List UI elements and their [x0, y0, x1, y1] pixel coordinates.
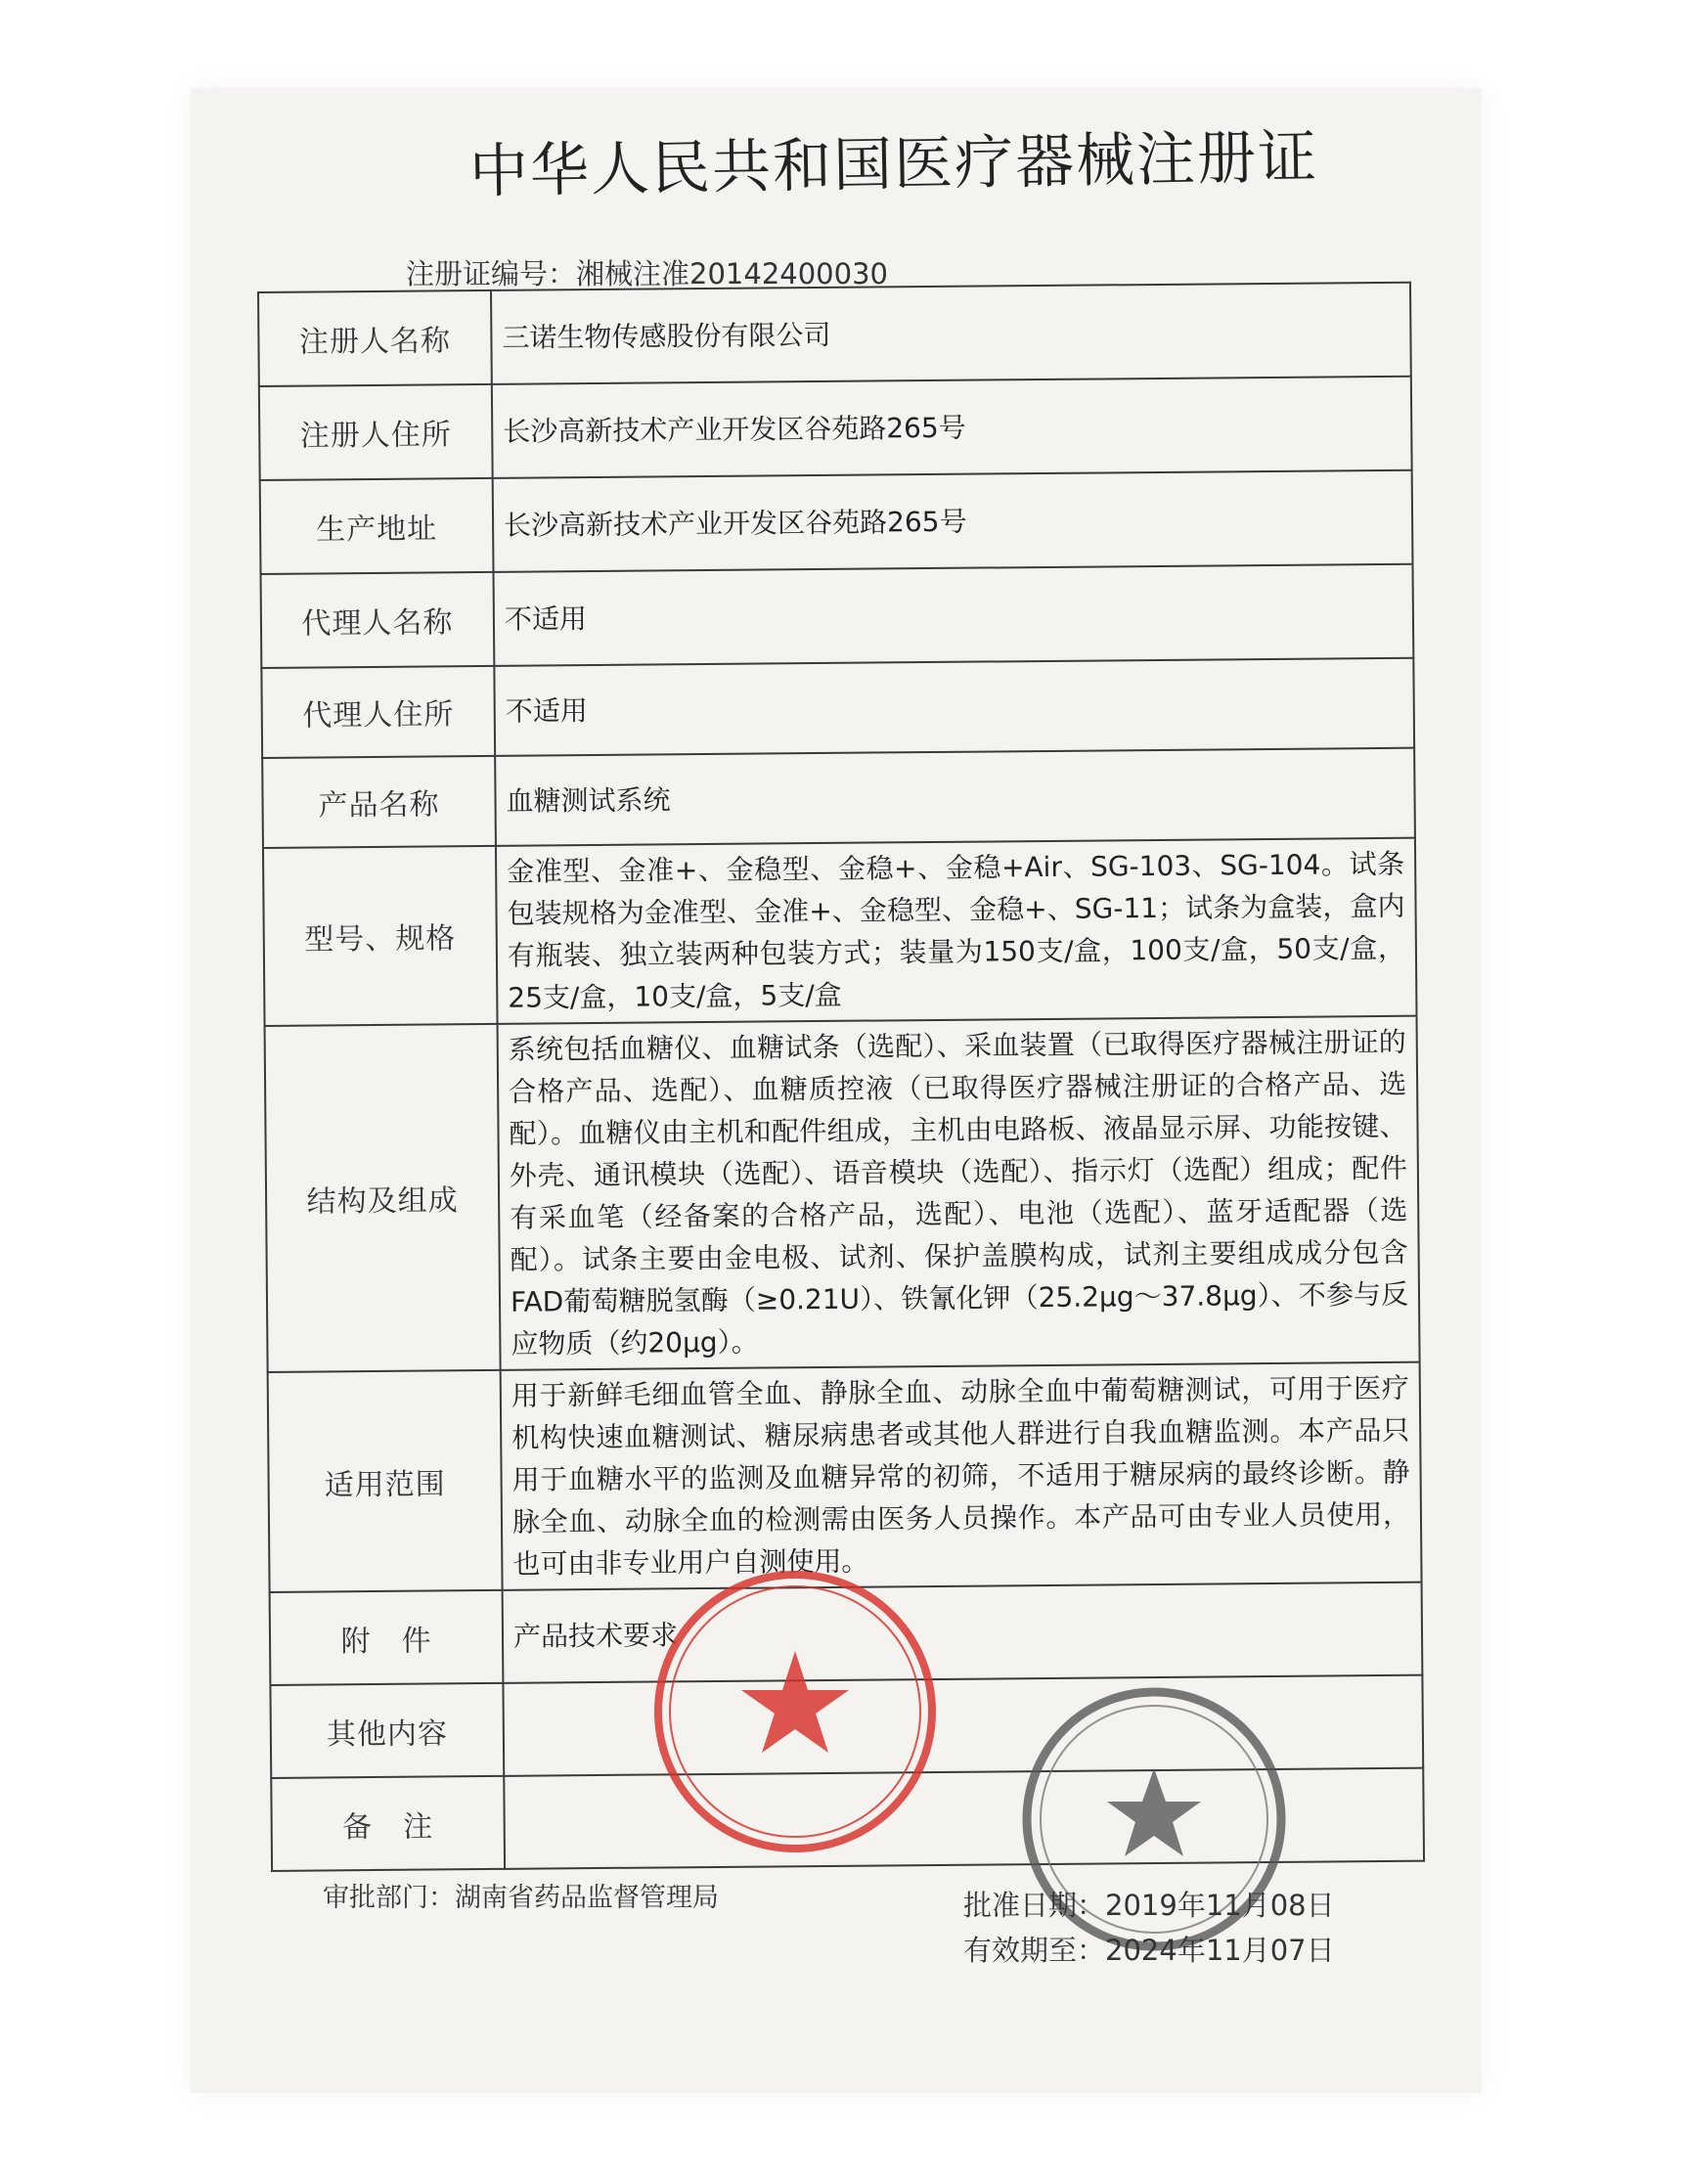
row-value: 长沙高新技术产业开发区谷苑路265号	[493, 470, 1413, 572]
table-row	[260, 470, 1413, 574]
table-row	[268, 1362, 1422, 1592]
certificate-title: 中华人民共和国医疗器械注册证	[468, 122, 1319, 206]
row-value: 用于新鲜毛细血管全血、静脉全血、动脉全血中葡萄糖测试，可用于医疗机构快速血糖测试、糖尿病患者或其他人群进行自我血糖监测。本产品只用于血糖水平的监测及血糖异常的初筛，不适用于糖尿病的最终诊断。静脉全血、动脉全血的检测需由医务人员操作。本产品可由专业人员使用，也可由非专业用户自测使用。	[501, 1362, 1422, 1590]
row-label: 适用范围	[268, 1370, 503, 1592]
validity-date-value: 2024年11月07日	[1105, 1934, 1335, 1967]
row-label: 注册人住所	[259, 384, 493, 480]
row-value: 不适用	[494, 658, 1414, 756]
department-value: 湖南省药品监督管理局	[455, 1883, 719, 1913]
approval-date	[963, 1883, 1335, 1928]
row-label: 型号、规格	[263, 846, 498, 1026]
row-value: 系统包括血糖仪、血糖试条（选配）、采血装置（已取得医疗器械注册证的合格产品、选配）、血糖质控液（已取得医疗器械注册证的合格产品、选配）。血糖仪由主机和配件组成，主机由电路板、液晶显示屏、功能按键、外壳、通讯模块（选配）、语音模块（选配）、指示灯（选配）组成；配件有采血笔（经备案的合格产品，选配）、电池（选配）、蓝牙适配器（选配）。试条主要由金电极、试剂、保护盖膜构成，试剂主要组成成分包含FAD葡萄糖脱氢酶（≥0.21U）、铁氰化钾（25.2μg～37.8μg）、不参与反应物质（约20μg）。	[498, 1016, 1420, 1370]
department-label: 审批部门：	[323, 1883, 455, 1913]
row-value: 血糖测试系统	[495, 748, 1415, 846]
row-value: 金准型、金准+、金稳型、金稳+、金稳+Air、SG-103、SG-104。试条包装规格为金准型、金准+、金稳型、金稳+、SG-11；试条为盒装，盒内有瓶装、独立装两种包装方式；装量为150支/盒，100支/盒，50支/盒，25支/盒，10支/盒，5支/盒	[496, 838, 1417, 1024]
table-row	[261, 564, 1414, 668]
table-row	[258, 283, 1411, 386]
row-label: 代理人名称	[261, 572, 495, 668]
approval-department	[323, 1876, 719, 1914]
company-seal-stamp	[648, 1565, 942, 1858]
row-value: 三诺生物传感股份有限公司	[491, 283, 1411, 384]
registration-label: 注册证编号：	[406, 257, 577, 290]
row-label: 结构及组成	[265, 1024, 501, 1372]
row-value: 长沙高新技术产业开发区谷苑路265号	[492, 377, 1412, 478]
row-label: 注册人名称	[258, 290, 492, 386]
row-value: 不适用	[494, 564, 1414, 666]
approval-dates	[963, 1883, 1335, 1973]
table-row	[265, 1016, 1420, 1372]
row-value: 产品技术要求	[503, 1582, 1423, 1683]
approval-date-value: 2019年11月08日	[1105, 1889, 1335, 1922]
row-label: 代理人住所	[261, 666, 495, 758]
row-label: 附 件	[270, 1590, 504, 1685]
row-label: 备 注	[271, 1776, 505, 1871]
table-row	[263, 838, 1417, 1026]
table-row	[259, 377, 1412, 480]
registration-value: 湘械注准20142400030	[576, 257, 888, 290]
row-label: 产品名称	[262, 756, 496, 848]
validity-date	[963, 1928, 1335, 1973]
row-label: 生产地址	[260, 478, 494, 574]
table-row	[262, 748, 1415, 848]
approval-date-label: 批准日期：	[963, 1889, 1106, 1922]
validity-date-label: 有效期至：	[963, 1934, 1106, 1967]
company-seal-icon	[648, 1565, 942, 1858]
table-row	[261, 658, 1414, 758]
row-label: 其他内容	[270, 1683, 504, 1778]
